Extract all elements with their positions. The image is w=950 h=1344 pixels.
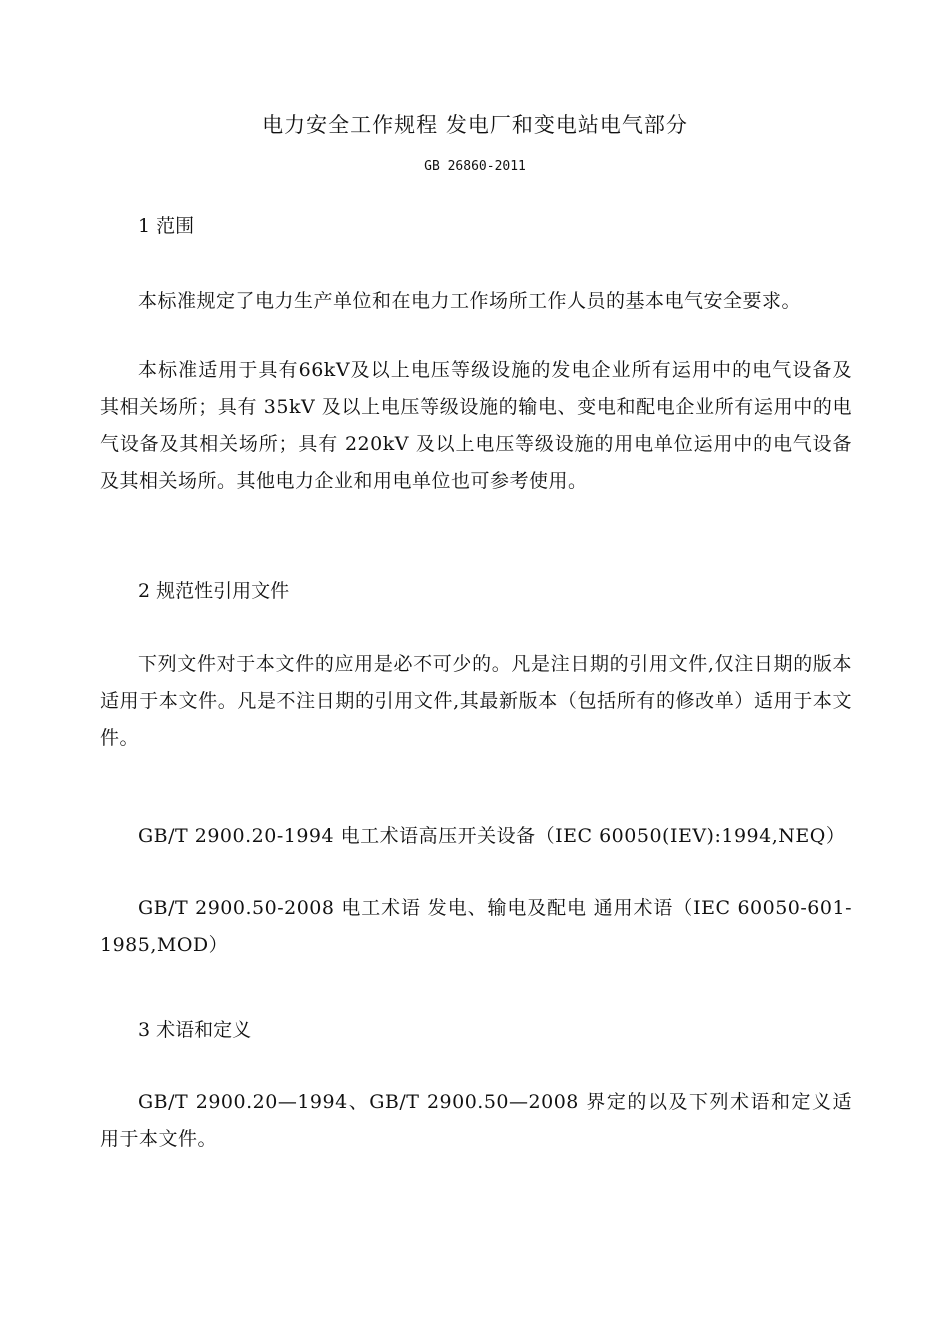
section-3-paragraph-1: GB/T 2900.20—1994、GB/T 2900.50—2008 界定的以及下列术语和定义适用于本文件。 [100, 1091, 852, 1150]
document-title: 电力安全工作规程 发电厂和变电站电气部分 [262, 113, 688, 137]
section-1-heading: 1 范围 [138, 215, 195, 237]
section-1-paragraph-1: 本标准规定了电力生产单位和在电力工作场所工作人员的基本电气安全要求。 [138, 290, 802, 312]
reference-gbt-2900-50: GB/T 2900.50-2008 电工术语 发电、输电及配电 通用术语（IEC 60050-601-1985,MOD） [100, 897, 852, 956]
standard-number: GB 26860-2011 [424, 159, 526, 174]
section-2-heading: 2 规范性引用文件 [138, 580, 290, 602]
section-1-paragraph-2: 本标准适用于具有66kV及以上电压等级设施的发电企业所有运用中的电气设备及其相关场所；具有 35kV 及以上电压等级设施的输电、变电和配电企业所有运用中的电气设备及其相关场所；具有 220kV 及以上电压等级设施的用电单位运用中的电气设备及其相关场所。其他电力企业和用电单位也可参考使用。 [100, 359, 852, 492]
section-3-heading: 3 术语和定义 [138, 1019, 252, 1041]
reference-gbt-2900-20: GB/T 2900.20-1994 电工术语高压开关设备（IEC 60050(IEV):1994,NEQ） [138, 825, 846, 847]
section-2-paragraph-1: 下列文件对于本文件的应用是必不可少的。凡是注日期的引用文件,仅注日期的版本适用于本文件。凡是不注日期的引用文件,其最新版本（包括所有的修改单）适用于本文件。 [100, 653, 852, 749]
